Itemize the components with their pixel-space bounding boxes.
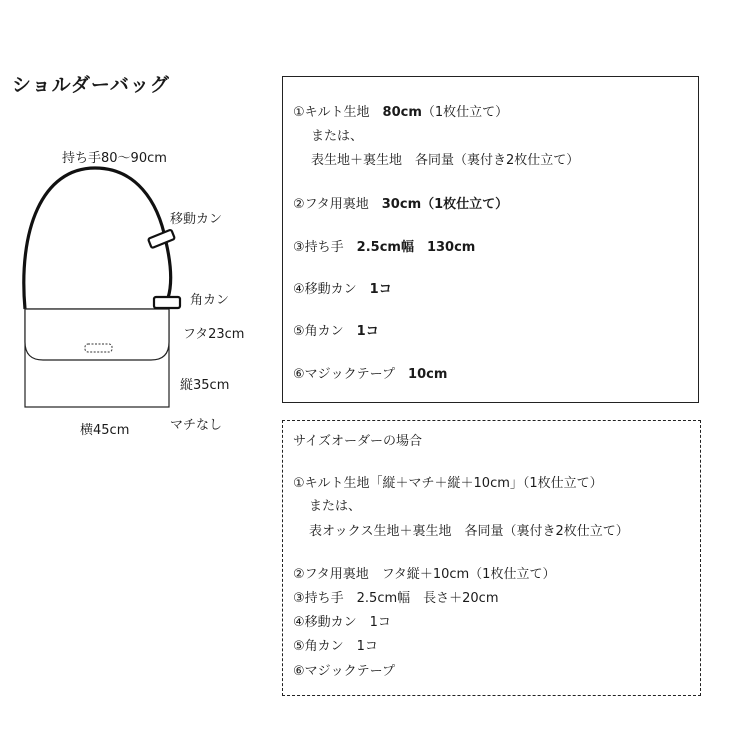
moving-ring-label: 移動カン (170, 212, 223, 227)
square-ring-label: 角カン (190, 293, 230, 308)
custom-heading: サイズオーダーの場合 (293, 434, 422, 449)
material-line-6: ④移動カン 1コ (293, 282, 392, 297)
material-line-2: または、 (311, 129, 364, 144)
width-label: 横45cm (80, 423, 130, 438)
custom-line-6: ④移動カン 1コ (293, 615, 391, 630)
custom-line-8: ⑥マジックテープ (293, 664, 396, 679)
page-title: ショルダーバッグ (12, 74, 170, 96)
square-ring (154, 297, 180, 308)
custom-line-4: ②フタ用裏地 フタ縦＋10cm（1枚仕立て） (293, 567, 556, 582)
custom-line-7: ⑤角カン 1コ (293, 639, 378, 654)
gusset-label: マチなし (170, 418, 223, 433)
bag-flap (25, 309, 169, 360)
custom-line-3: 表オックス生地＋裏生地 各同量（裏付き2枚仕立て） (309, 524, 629, 539)
material-line-7: ⑤角カン 1コ (293, 324, 379, 339)
custom-line-2: または、 (309, 499, 362, 514)
material-line-8: ⑥マジックテープ 10cm (293, 367, 448, 382)
material-line-4: ②フタ用裏地 30cm（1枚仕立て） (293, 197, 509, 212)
custom-line-1: ①キルト生地「縦＋マチ＋縦＋10cm」（1枚仕立て） (293, 476, 603, 491)
standard-materials-box (282, 76, 699, 403)
material-line-5: ③持ち手 2.5cm幅 130cm (293, 240, 476, 255)
custom-size-box (282, 420, 701, 696)
material-line-1: ①キルト生地 80cm（1枚仕立て） (293, 105, 509, 120)
moving-ring (148, 229, 175, 248)
custom-line-5: ③持ち手 2.5cm幅 長さ＋20cm (293, 591, 499, 606)
handle-label: 持ち手80～90cm (62, 151, 167, 166)
flap-label: フタ23cm (183, 327, 245, 342)
height-label: 縦35cm (180, 378, 230, 393)
material-line-3: 表生地＋裏生地 各同量（裏付き2枚仕立て） (311, 153, 580, 168)
